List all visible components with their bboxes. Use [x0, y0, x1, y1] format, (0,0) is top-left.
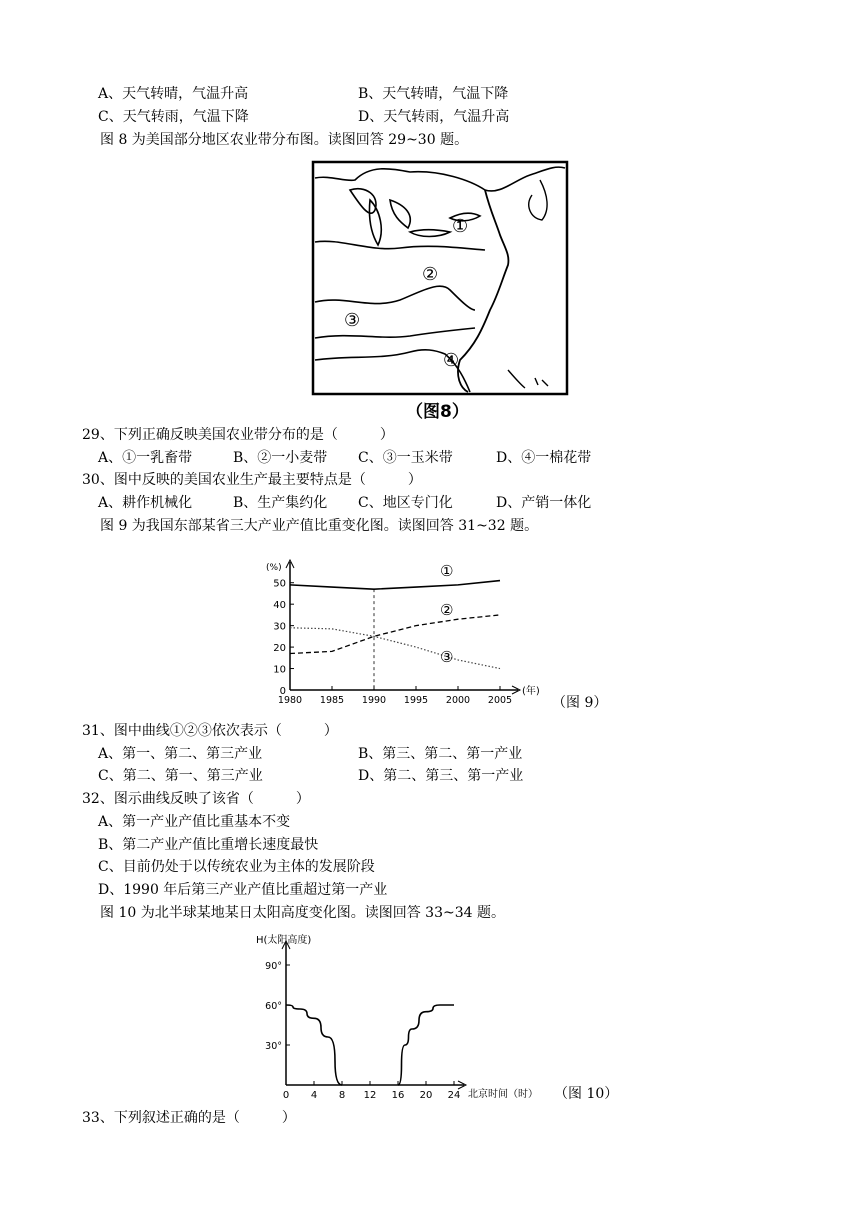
y-tick-label: 40 — [273, 600, 286, 612]
fig8-caption: （图8） — [406, 402, 469, 422]
y-tick-label: 20 — [273, 643, 286, 655]
q30-option-a: A、耕作机械化 — [98, 495, 193, 511]
q29-option-a: A、①一乳畜带 — [98, 450, 193, 466]
fig10-intro: 图 10 为北半球某地某日太阳高度变化图。读图回答 33~34 题。 — [100, 905, 505, 921]
map-frame — [313, 162, 567, 394]
q28-option-b: B、天气转晴，气温下降 — [358, 86, 509, 102]
q31-option-b: B、第三、第二、第一产业 — [358, 746, 523, 762]
y-tick-label: 50 — [273, 578, 286, 590]
series-1-line — [290, 581, 500, 590]
sun-altitude-curve-2 — [398, 1005, 454, 1085]
q30-option-c: C、地区专门化 — [358, 495, 453, 511]
q31-stem: 31、图中曲线①②③依次表示（ ） — [82, 723, 338, 739]
q28-option-c: C、天气转雨，气温下降 — [98, 109, 249, 125]
sun-altitude-curve-1 — [286, 1005, 342, 1085]
x-tick-label: 1990 — [361, 695, 387, 706]
fig9-svg — [262, 552, 552, 712]
q32-option-d: D、1990 年后第三产业产值比重超过第一产业 — [98, 882, 388, 898]
q33-stem: 33、下列叙述正确的是（ ） — [82, 1110, 296, 1126]
q30-option-d: D、产销一体化 — [496, 495, 592, 511]
y-tick-label: 60° — [265, 1001, 282, 1012]
q29-stem: 29、下列正确反映美国农业带分布的是（ ） — [82, 427, 394, 443]
y-tick-label: 30° — [265, 1041, 282, 1052]
y-unit-label: (%) — [266, 563, 282, 573]
fig10-caption: （图 10） — [554, 1086, 619, 1102]
x-tick-label: 2005 — [487, 695, 513, 706]
fig10-chart — [250, 930, 620, 1105]
fig9-chart — [262, 552, 612, 712]
fig10-svg — [250, 930, 550, 1105]
q32-option-c: C、目前仍处于以传统农业为主体的发展阶段 — [98, 859, 375, 875]
x-axis-title: 北京时间（时） — [468, 1089, 538, 1100]
y-tick-label: 10 — [273, 664, 286, 676]
q30-option-b: B、生产集约化 — [233, 495, 328, 511]
fig9-caption: （图 9） — [552, 695, 608, 711]
y-tick-label: 30 — [273, 621, 286, 633]
x-tick-label: 0 — [282, 1090, 290, 1101]
y-tick-label: 0 — [279, 686, 286, 697]
x-tick-label: 20 — [419, 1090, 433, 1101]
series-1-label: ① — [440, 562, 454, 581]
x-tick-label: 16 — [391, 1090, 405, 1101]
q31-option-d: D、第二、第三、第一产业 — [358, 768, 524, 784]
series-3-label: ③ — [440, 647, 454, 666]
x-tick-label: 4 — [310, 1090, 318, 1101]
x-tick-label: 1985 — [319, 695, 345, 706]
belt-marker-4: ④ — [443, 350, 460, 371]
fig9-intro: 图 9 为我国东部某省三大产业产值比重变化图。读图回答 31~32 题。 — [100, 518, 539, 534]
y-tick-label: 90° — [265, 961, 282, 972]
q32-option-a: A、第一产业产值比重基本不变 — [98, 814, 291, 830]
fig8-map-drawing — [310, 160, 570, 416]
x-tick-label: 1995 — [403, 695, 429, 706]
y-axis-title: H(太阳高度) — [256, 935, 312, 946]
x-tick-label: 24 — [447, 1090, 461, 1101]
x-tick-label: 1980 — [277, 695, 303, 706]
q32-stem: 32、图示曲线反映了该省（ ） — [82, 791, 310, 807]
x-tick-label: 12 — [363, 1090, 377, 1101]
belt-marker-2: ② — [422, 264, 439, 285]
x-tick-label: 8 — [338, 1090, 346, 1101]
q31-option-a: A、第一、第二、第三产业 — [98, 746, 263, 762]
x-unit-label: (年) — [522, 686, 540, 697]
q28-option-a: A、天气转晴，气温升高 — [98, 86, 249, 102]
fig8-map — [310, 160, 570, 422]
q28-option-d: D、天气转雨，气温升高 — [358, 109, 510, 125]
belt-marker-3: ③ — [344, 310, 361, 331]
q30-stem: 30、图中反映的美国农业生产最主要特点是（ ） — [82, 472, 422, 488]
q29-option-b: B、②一小麦带 — [233, 450, 328, 466]
q29-option-d: D、④一棉花带 — [496, 450, 592, 466]
q29-option-c: C、③一玉米带 — [358, 450, 453, 466]
q32-option-b: B、第二产业产值比重增长速度最快 — [98, 837, 319, 853]
x-tick-label: 2000 — [445, 695, 471, 706]
fig8-intro: 图 8 为美国部分地区农业带分布图。读图回答 29~30 题。 — [100, 132, 469, 148]
series-2-line — [290, 615, 500, 654]
q31-option-c: C、第二、第一、第三产业 — [98, 768, 263, 784]
series-3-line — [290, 628, 500, 669]
belt-marker-1: ① — [452, 216, 469, 237]
series-2-label: ② — [440, 600, 454, 619]
